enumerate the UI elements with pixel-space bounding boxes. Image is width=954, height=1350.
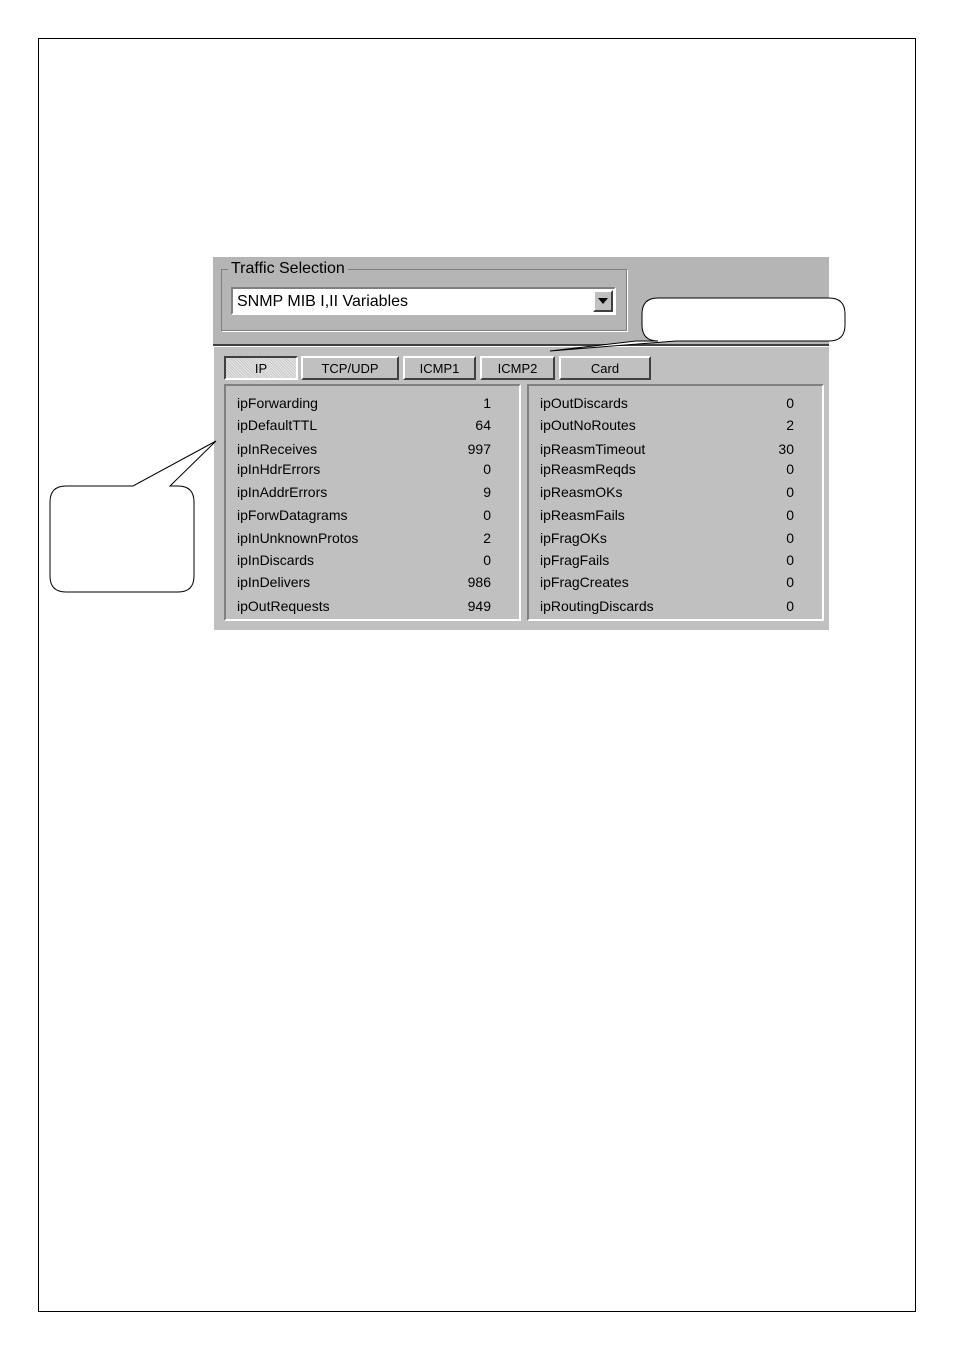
stat-name: ipFragCreates — [540, 574, 629, 590]
stat-name: ipFragOKs — [540, 530, 607, 546]
stat-name: ipInDiscards — [237, 552, 315, 568]
tab-label: ICMP1 — [419, 360, 460, 376]
stat-name: ipInHdrErrors — [237, 461, 321, 477]
stat-value: 0 — [786, 598, 794, 614]
stat-name: ipInUnknownProtos — [237, 530, 359, 546]
stat-value: 2 — [786, 417, 794, 433]
tab-label: Card — [590, 360, 620, 376]
stat-name: ipForwDatagrams — [237, 507, 348, 523]
stat-value: 2 — [483, 530, 491, 546]
stat-value: 0 — [786, 461, 794, 477]
traffic-selection-legend: Traffic Selection — [228, 260, 348, 278]
stat-name: ipReasmReqds — [540, 461, 636, 477]
stat-value: 0 — [483, 461, 491, 477]
stat-name: ipOutDiscards — [540, 395, 628, 411]
stat-name: ipForwarding — [237, 395, 318, 411]
traffic-selection-value: SNMP MIB I,II Variables — [237, 293, 409, 310]
tab-label: IP — [254, 360, 268, 376]
stat-value: 0 — [483, 552, 491, 568]
stat-value: 0 — [786, 530, 794, 546]
stat-value: 0 — [786, 552, 794, 568]
stat-name: ipRoutingDiscards — [540, 598, 654, 614]
stat-name: ipOutRequests — [237, 598, 330, 614]
stat-name: ipInDelivers — [237, 574, 311, 590]
tab-label: TCP/UDP — [321, 360, 379, 376]
stat-value: 0 — [483, 507, 491, 523]
tab-label: ICMP2 — [497, 360, 538, 376]
stat-value: 949 — [467, 598, 491, 614]
stat-name: ipOutNoRoutes — [540, 417, 636, 433]
stat-name: ipFragFails — [540, 552, 610, 568]
stat-value: 0 — [786, 574, 794, 590]
stat-name: ipReasmTimeout — [540, 441, 646, 457]
stat-name: ipDefaultTTL — [237, 417, 318, 433]
stat-value: 1 — [483, 395, 491, 411]
stat-value: 0 — [786, 507, 794, 523]
callout-bubble-left — [50, 441, 216, 592]
stat-value: 997 — [467, 441, 491, 457]
stat-value: 30 — [778, 441, 794, 457]
stat-name: ipReasmOKs — [540, 484, 623, 500]
stat-name: ipInReceives — [237, 441, 318, 457]
stat-value: 9 — [483, 484, 491, 500]
stat-value: 0 — [786, 395, 794, 411]
callout-bubble-right — [550, 298, 845, 351]
stat-name: ipReasmFails — [540, 507, 625, 523]
stat-value: 64 — [475, 417, 491, 433]
stat-value: 0 — [786, 484, 794, 500]
stat-name: ipInAddrErrors — [237, 484, 328, 500]
stat-value: 986 — [467, 574, 491, 590]
